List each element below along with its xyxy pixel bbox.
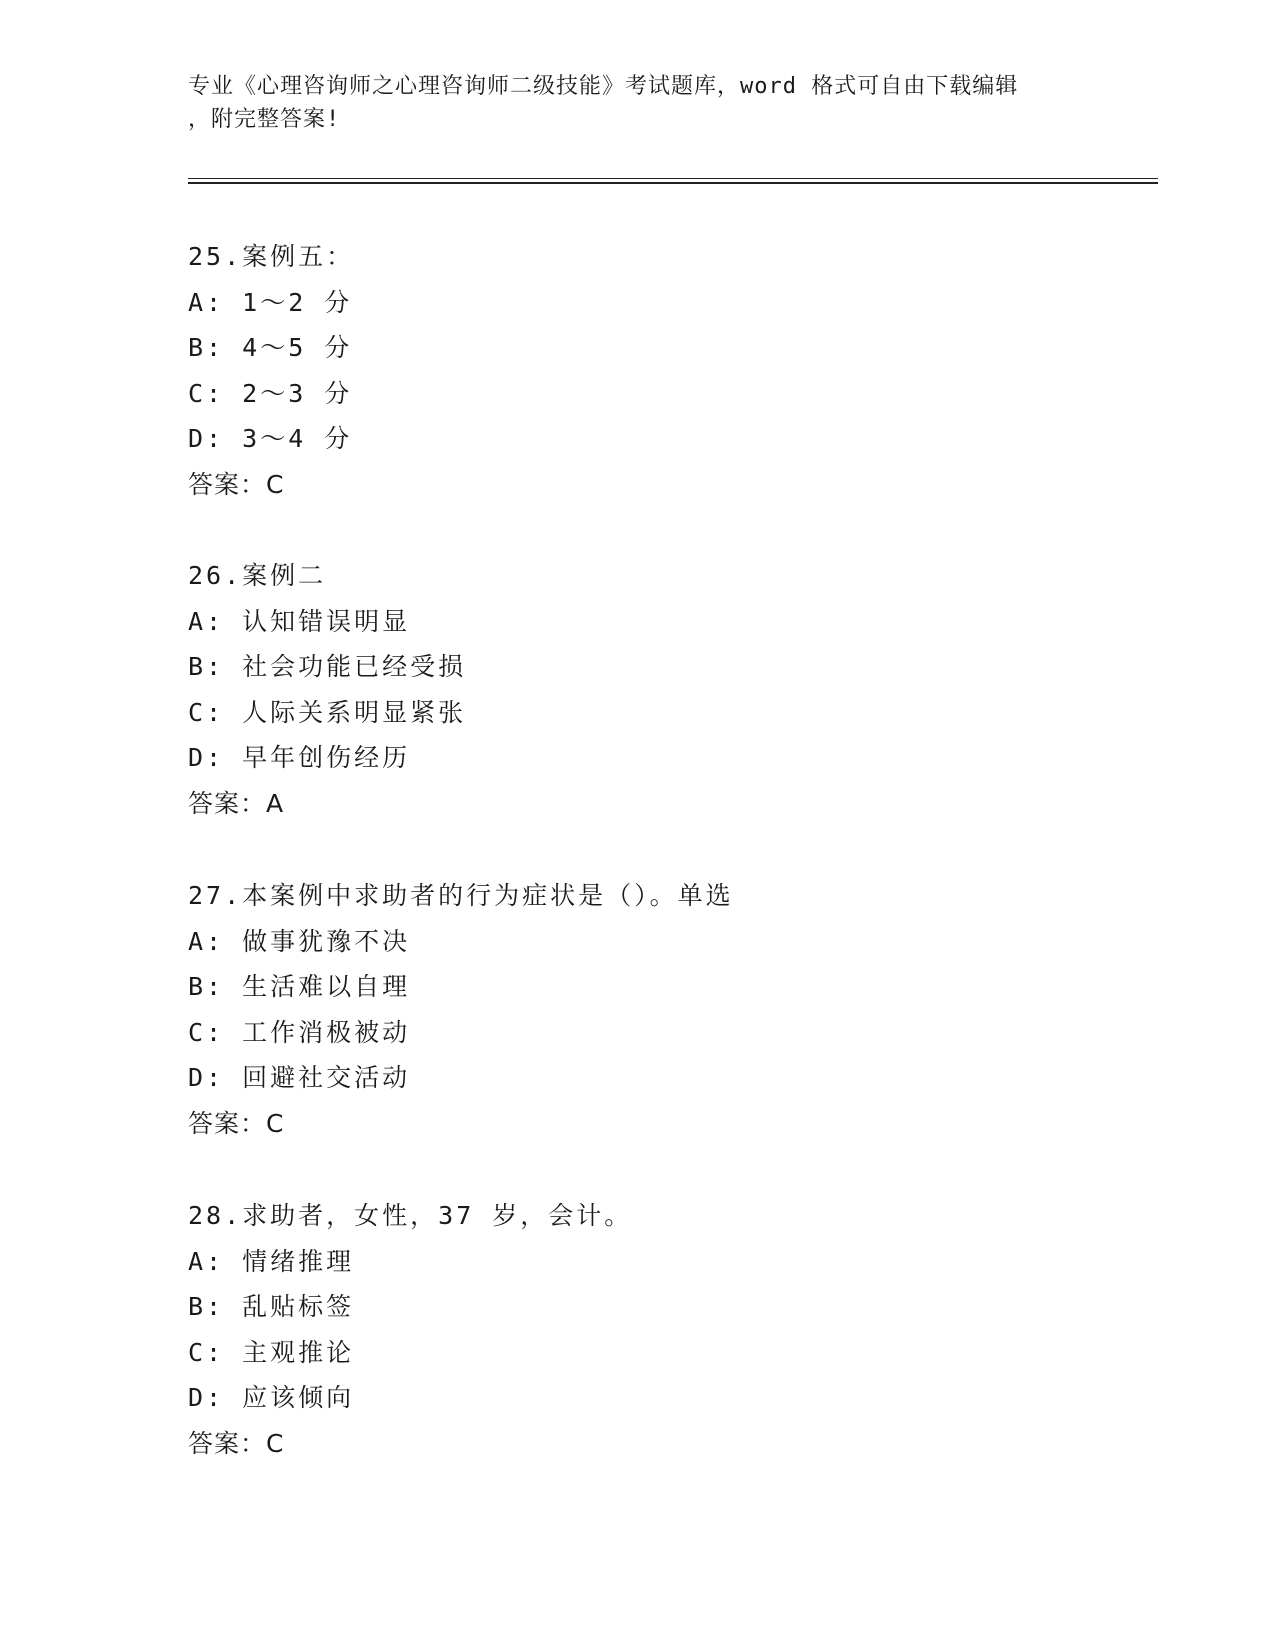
option-d: D: 回避社交活动 (188, 1063, 411, 1092)
header-rule-thick (188, 182, 1158, 184)
option-b: B: 乱贴标签 (188, 1292, 355, 1321)
question-28 (188, 1193, 1138, 1466)
option-d: D: 3～4 分 (188, 424, 353, 453)
question-title: 28.求助者，女性，37 岁，会计。 (188, 1201, 633, 1230)
question-27 (188, 873, 1138, 1146)
option-c: C: 2～3 分 (188, 378, 353, 408)
option-b: B: 社会功能已经受损 (188, 652, 467, 681)
option-c: C: 主观推论 (188, 1337, 355, 1367)
answer-line: 答案：C (188, 1428, 285, 1458)
header-line-1: 专业《心理咨询师之心理咨询师二级技能》考试题库，word 格式可自由下载编辑 (188, 74, 1019, 99)
question-26 (188, 553, 1138, 826)
answer-line: 答案：C (188, 1108, 285, 1138)
answer-line: 答案：A (188, 788, 285, 818)
option-b: B: 生活难以自理 (188, 972, 411, 1001)
option-b: B: 4～5 分 (188, 333, 353, 362)
document-header (188, 70, 1088, 136)
answer-line: 答案：C (188, 469, 285, 499)
option-a: A: 1～2 分 (188, 287, 353, 317)
question-title: 26.案例二 (188, 561, 327, 590)
option-a: A: 认知错误明显 (188, 606, 411, 636)
option-a: A: 情绪推理 (188, 1246, 355, 1276)
header-rule-thin (188, 178, 1158, 179)
header-line-2: ，附完整答案! (188, 107, 341, 132)
option-c: C: 工作消极被动 (188, 1017, 411, 1047)
question-25 (188, 234, 1138, 507)
option-d: D: 应该倾向 (188, 1383, 355, 1412)
question-title: 25.案例五： (188, 242, 355, 271)
option-a: A: 做事犹豫不决 (188, 926, 411, 956)
question-title: 27.本案例中求助者的行为症状是（）。单选 (188, 881, 734, 910)
option-c: C: 人际关系明显紧张 (188, 697, 467, 727)
option-d: D: 早年创伤经历 (188, 743, 411, 772)
